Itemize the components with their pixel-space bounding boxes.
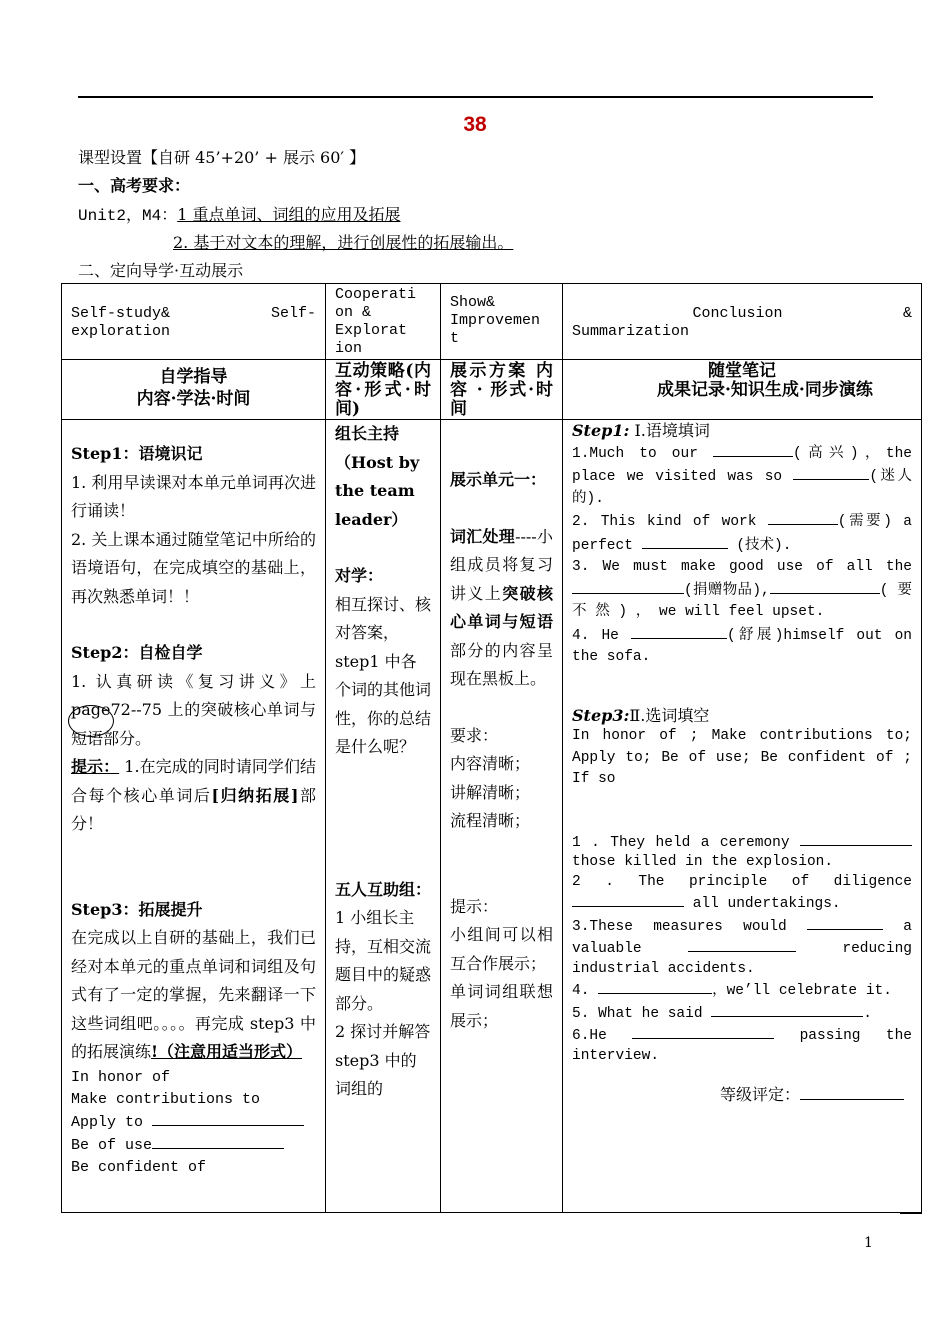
section-1-heading: 一、高考要求：	[78, 176, 191, 195]
notes-step1-title: Step1: Ⅰ.语境填词	[572, 421, 710, 440]
tip-line: 提示： 1.在完成的同时请同学们结合每个核心单词后[归纳拓展]部分！	[71, 757, 316, 833]
requirement-item: 流程清晰；	[450, 811, 531, 830]
phrase-item: Be confident of	[71, 1158, 207, 1176]
section-2-heading: 二、定向导学·互动展示	[78, 261, 244, 280]
answer-blank[interactable]	[152, 1111, 304, 1126]
answer-blank[interactable]	[642, 534, 728, 549]
header-conclusion: Conclusion & Summarization	[563, 284, 922, 360]
choice-question-1: 1 . They held a ceremony those killed in the explosion.	[572, 831, 912, 873]
phrase-item: Apply to	[71, 1111, 316, 1134]
group-item-2: 2 探讨并解答 step3 中的词组的	[335, 1022, 431, 1098]
fill-question-4: 4. He (舒展)himself out on the sofa.	[572, 624, 912, 669]
answer-blank[interactable]	[800, 831, 912, 846]
choice-question-3: 3.These measures would a valuable reducing industrial accidents.	[572, 915, 912, 980]
header-row-english	[62, 284, 922, 360]
tips-title: 提示：	[450, 896, 499, 916]
choice-question-5: 5. What he said .	[572, 1002, 912, 1025]
choice-options: In honor of ; Make contributions to; Apply to; Be of use; Be confident of ; If so	[572, 728, 912, 787]
answer-blank[interactable]	[713, 442, 793, 457]
choice-question-6: 6.He passing the interview.	[572, 1024, 912, 1066]
answer-blank[interactable]	[598, 979, 712, 994]
header-cn-cooperation: 互动策略(内容·形式·时间)	[326, 360, 441, 420]
content-row	[62, 420, 922, 1213]
answer-blank[interactable]	[572, 892, 684, 907]
cooperation-cell	[326, 420, 441, 1213]
pair-study-title: 对学：	[335, 566, 384, 585]
notes-cell	[563, 420, 922, 1213]
study-table	[61, 283, 922, 1213]
requirement-item: 讲解清晰；	[450, 782, 531, 802]
self-study-cell	[62, 420, 326, 1213]
requirement-item: 内容清晰；	[450, 754, 531, 773]
pair-study-text: 相互探讨、核对答案，step1 中各个词的其他词性，你的总结是什么呢？	[335, 594, 432, 756]
answer-blank[interactable]	[631, 624, 727, 639]
answer-blank[interactable]	[632, 1024, 774, 1039]
group-item-1: 1 小组长主持，互相交流题目中的疑惑部分。	[335, 908, 432, 1013]
fill-question-1: 1.Much to our (高兴)，the place we visited was so (迷人的).	[572, 442, 912, 511]
show-cell	[441, 420, 563, 1213]
header-row-chinese	[62, 360, 922, 420]
header-cn-self-study: 自学指导 内容·学法·时间	[62, 360, 326, 420]
phrase-list	[71, 1067, 316, 1179]
requirement-1-text: 1 重点单词、词组的应用及拓展	[177, 205, 401, 224]
leader-host: 组长主持（Host by the team leader）	[335, 424, 420, 529]
header-self-study: Self-study& Self- exploration	[62, 284, 326, 360]
requirement-2: 2. 基于对文本的理解，进行创展性的拓展输出。	[173, 233, 514, 252]
page-number-title: 38	[463, 113, 487, 136]
notes-step3-title: Step3:Ⅱ.选词填空	[572, 705, 710, 725]
fill-question-2: 2. This kind of work (需要) a perfect (技术).	[572, 510, 912, 557]
answer-blank[interactable]	[711, 1002, 863, 1017]
rating-line: 等级评定：	[572, 1084, 912, 1106]
group-title: 五人互助组：	[335, 879, 432, 899]
step2-title: Step2：自检自学	[71, 643, 203, 662]
unit-prefix: Unit2，M4：	[78, 207, 178, 225]
fill-question-3: 3. We must make good use of all the (捐赠物品), ( 要 不 然 ) ， we will feel upset.	[572, 559, 912, 620]
step1-item-1: 1. 利用早读课对本单元单词再次进行诵读！	[71, 472, 316, 520]
header-cooperation: Cooperati on & Explorat ion	[326, 284, 441, 360]
requirements-title: 要求：	[450, 725, 499, 745]
step1-item-2: 2. 关上课本通过随堂笔记中所给的语境语句，在完成填空的基础上，再次熟悉单词！！	[71, 529, 316, 606]
step3-title: Step3：拓展提升	[71, 899, 203, 919]
choice-questions	[572, 831, 912, 1067]
show-unit-title: 展示单元一：	[450, 470, 547, 489]
handwritten-circle-mark	[68, 705, 114, 737]
choice-question-2: 2 . The principle of diligence all undertakings.	[572, 873, 912, 912]
choice-question-4: 4. ，we’ll celebrate it.	[572, 979, 912, 1002]
tip-item: 小组间可以相互合作展示；	[450, 925, 553, 973]
answer-blank[interactable]	[688, 937, 796, 952]
header-show: Show& Improvemen t	[441, 284, 563, 360]
step3-text: 在完成以上自研的基础上，我们已经对本单元的重点单词和词组及句式有了一定的掌握，先来翻译一下这些词组吧。。。。再完成 step3 中的拓展演练!（注意用适当形式）	[71, 928, 316, 1061]
requirement-1	[78, 202, 401, 225]
rating-blank[interactable]	[800, 1085, 904, 1100]
step1-title: Step1：语境识记	[71, 444, 203, 463]
answer-blank[interactable]	[572, 579, 684, 594]
header-cn-conclusion: 随堂笔记 成果记录·知识生成·同步演练	[563, 360, 922, 420]
header-cn-show: 展示方案 内 容 · 形式·时间	[441, 360, 563, 420]
vocab-block: 词汇处理----小组成员将复习讲义上突破核心单词与短语部分的内容呈现在黑板上。	[450, 526, 553, 688]
answer-blank[interactable]	[152, 1134, 284, 1149]
answer-blank[interactable]	[807, 915, 883, 930]
step2-item-1: 1. 认真研读《复习讲义》上page72--75 上的突破核心单词与短语部分。	[71, 671, 316, 748]
answer-blank[interactable]	[770, 579, 880, 594]
header-rule	[78, 96, 873, 98]
tip-label: 提示：	[71, 757, 120, 776]
tip-item: 单词词组联想展示；	[450, 982, 553, 1030]
course-type: 课型设置【自研 45’+20’ + 展示 60′ 】	[78, 148, 366, 167]
phrase-item: Make contributions to	[71, 1090, 261, 1108]
table-edge-line	[900, 1213, 922, 1214]
footer-page-number: 1	[864, 1235, 873, 1251]
phrase-item: In honor of	[71, 1068, 171, 1086]
phrase-item: Be of use	[71, 1134, 316, 1157]
answer-blank[interactable]	[768, 510, 838, 525]
answer-blank[interactable]	[793, 465, 869, 480]
